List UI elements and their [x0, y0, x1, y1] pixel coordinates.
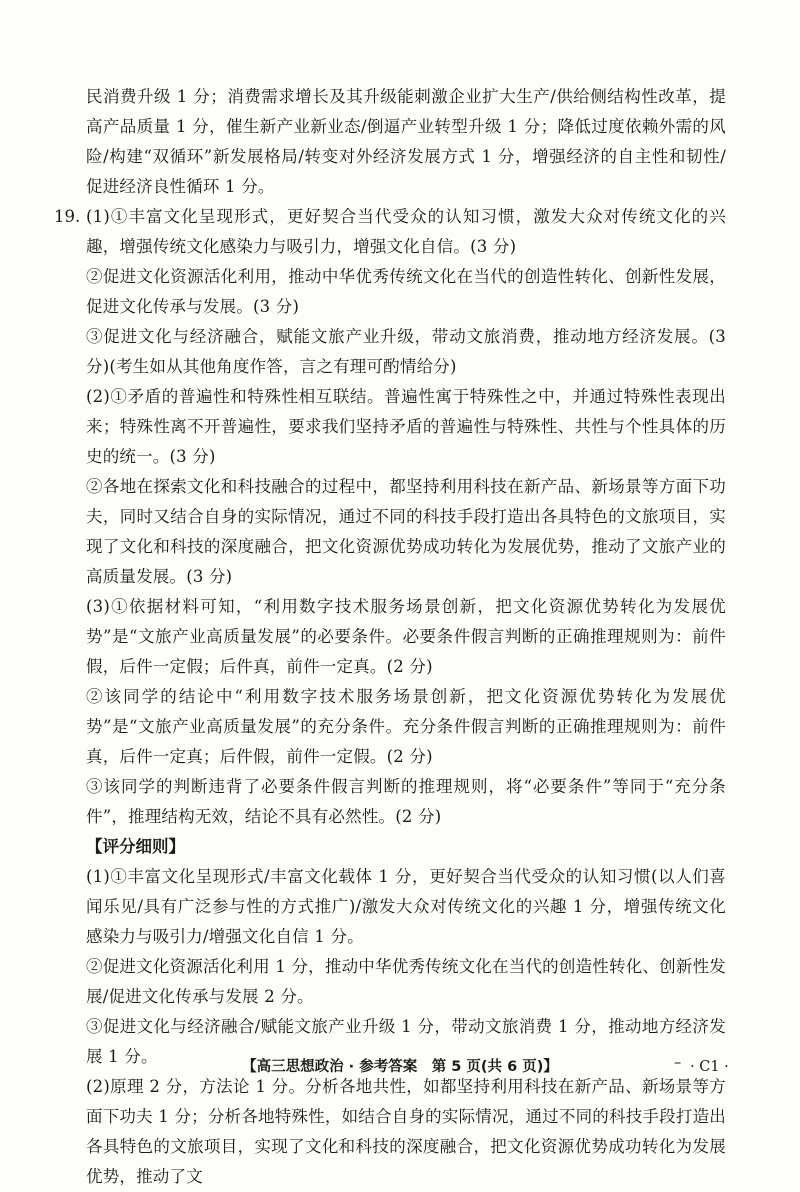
scoring-item-2: ②促进文化资源活化利用 1 分，推动中华优秀传统文化在当代的创造性转化、创新性发展/促进文化传承与发展 2 分。 [86, 957, 726, 1006]
footer-code: · C1 · [690, 1059, 729, 1075]
footer-title: 【高三思想政治 · 参考答案 第 5 页(共 6 页)】 [242, 1059, 558, 1075]
q19-item-3-1: (3)①依据材料可知，“利用数字技术服务场景创新，把文化资源优势转化为发展优势”是“文旅产业高质量发展”的必要条件。必要条件假言判断的正确推理规则为：前件假，后件一定假；后件真，前件一定真。(2 分) [86, 597, 726, 676]
q19-item-3-2: ②该同学的结论中“利用数字技术服务场景创新，把文化资源优势转化为发展优势”是“文旅产业高质量发展”的充分条件。充分条件假言判断的正确推理规则为：前件真，后件一定真；后件假，前件一定假。(2 分) [86, 687, 726, 766]
scoring-heading: 【评分细则】 [86, 837, 185, 856]
q19-item-2-2: ②各地在探索文化和科技融合的过程中，都坚持利用科技在新产品、新场景等方面下功夫，同时又结合自身的实际情况，通过不同的科技手段打造出各具特色的文旅项目，实现了文化和科技的深度融合，把文化资源优势成功转化为发展优势，推动了文旅产业的高质量发展。(3 分) [86, 477, 726, 586]
q19-item-3-3: ③该同学的判断违背了必要条件假言判断的推理规则，将“必要条件”等同于“充分条件”，推理结构无效，结论不具有必然性。(2 分) [86, 777, 726, 826]
scoring-item-1: (1)①丰富文化呈现形式/丰富文化载体 1 分，更好契合当代受众的认知习惯(以人们喜闻乐见/具有广泛参与性的方式推广)/激发大众对传统文化的兴趣 1 分，增强传统文化感染力与吸引力/增强文化自信 1 分。 [86, 867, 726, 946]
q19-item-1-3: ③促进文化与经济融合，赋能文旅产业升级，带动文旅消费，推动地方经济发展。(3 分)(考生如从其他角度作答，言之有理可酌情给分) [86, 327, 726, 376]
page-content [54, 82, 726, 1192]
scoring-item-4: (2)原理 2 分，方法论 1 分。分析各地共性，如都坚持利用科技在新产品、新场景等方面下功夫 1 分；分析各地特殊性，如结合自身的实际情况，通过不同的科技手段打造出各具特色的文旅项目，实现了文化和科技的深度融合，把文化资源优势成功转化为发展优势，推动了文 [86, 1077, 726, 1186]
q19-item-1-2: ②促进文化资源活化利用，推动中华优秀传统文化在当代的创造性转化、创新性发展，促进文化传承与发展。(3 分) [86, 267, 726, 316]
q19-item-2-1: (2)①矛盾的普遍性和特殊性相互联结。普遍性寓于特殊性之中，并通过特殊性表现出来；特殊性离不开普遍性，要求我们坚持矛盾的普遍性与特殊性、共性与个性具体的历史的统一。(3 分) [86, 387, 726, 466]
q18-continuation-paragraph: 民消费升级 1 分；消费需求增长及其升级能刺激企业扩大生产/供给侧结构性改革，提高产品质量 1 分，催生新产业新业态/倒逼产业转型升级 1 分；降低过度依赖外需的风险/构建“双循环”新发展格局/转变对外经济发展方式 1 分，增强经济的自主性和韧性/促进经济良性循环 1 分。 [86, 87, 726, 196]
question-number: 19. [54, 207, 81, 226]
q19-item-1-1: (1)①丰富文化呈现形式，更好契合当代受众的认知习惯，激发大众对传统文化的兴趣，增强传统文化感染力与吸引力，增强文化自信。(3 分) [86, 207, 726, 256]
question-19 [54, 202, 726, 262]
footer-dash: – [674, 1055, 682, 1071]
scoring-item-3: ③促进文化与经济融合/赋能文旅产业升级 1 分，带动文旅消费 1 分，推动地方经济发展 1 分。 [86, 1017, 726, 1066]
